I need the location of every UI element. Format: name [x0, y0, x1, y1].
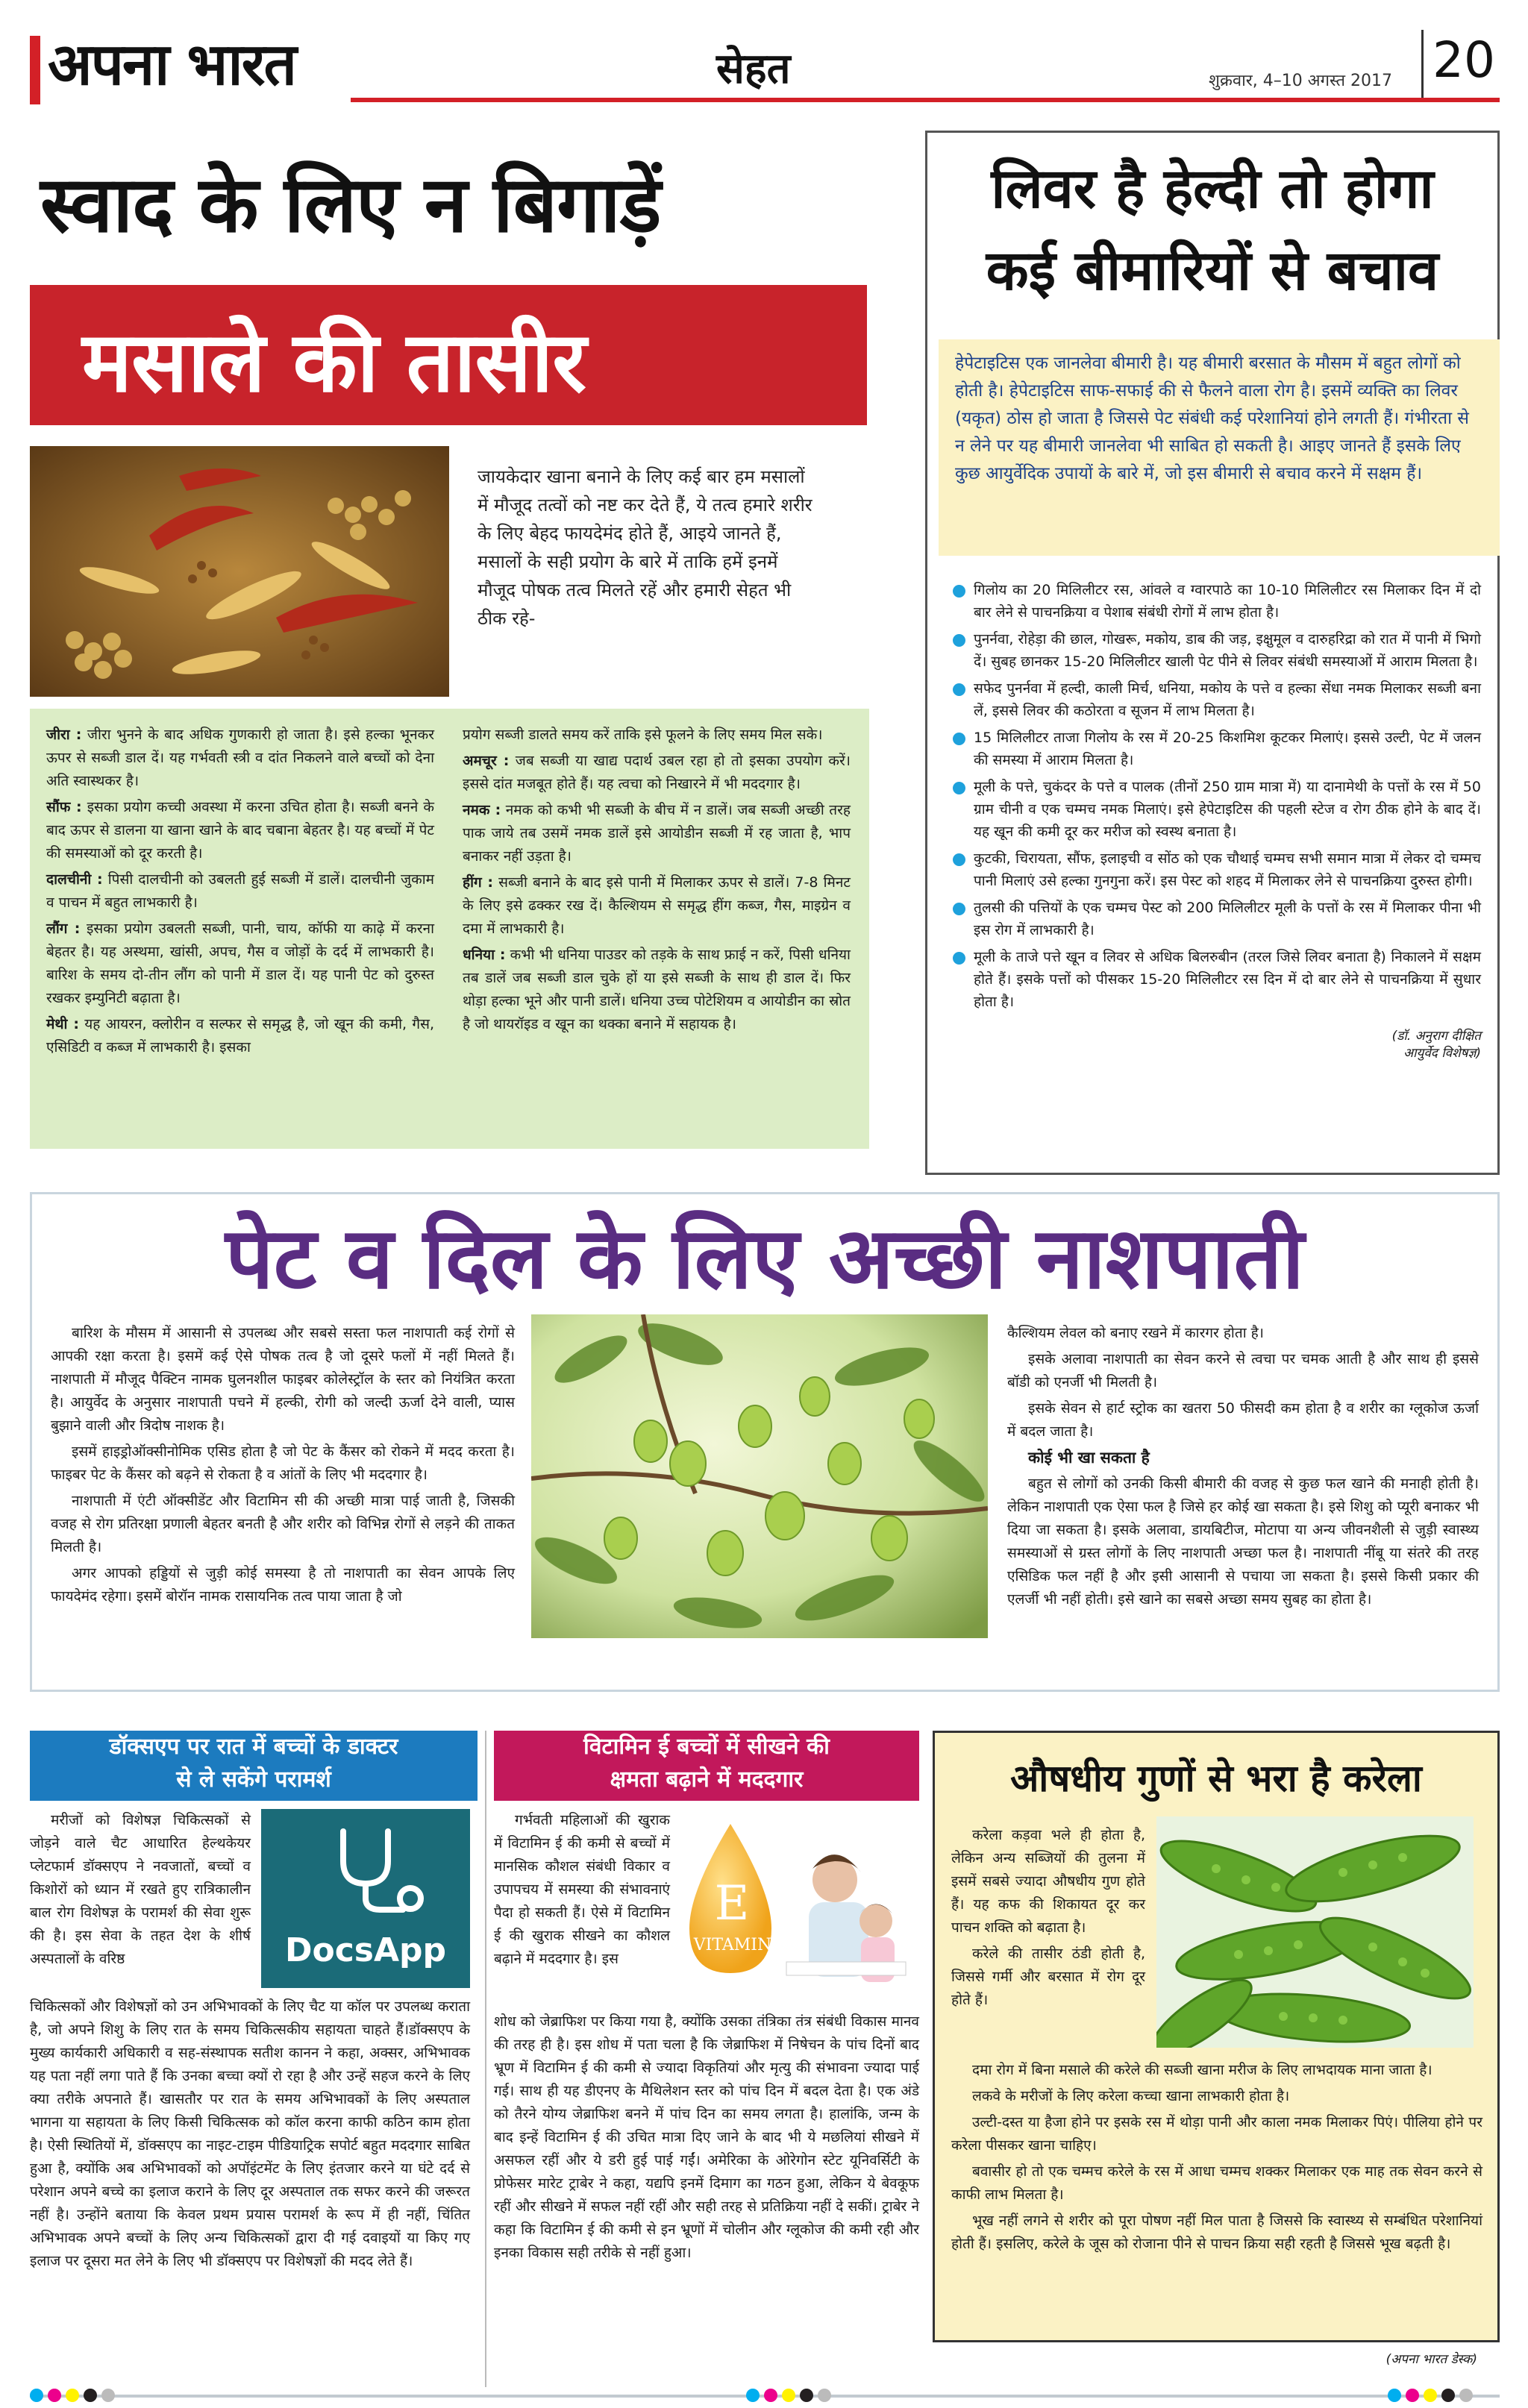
bullet-icon — [953, 634, 965, 647]
liver-credit-title: आयुर्वेद विशेषज्ञ) — [1403, 1046, 1481, 1061]
karela-paragraph: करेले की तासीर ठंडी होती है, जिससे गर्मी और बरसात में रोग दूर होते हैं। — [951, 1945, 1145, 2008]
spice-item: हींग : सब्जी बनाने के बाद इसे पानी में मिलाकर ऊपर से डालें। 7-8 मिनट के लिए इसे ढक्कर रख दें। कैल्शियम से समृद्ध हींग कब्ज, गैस, माइग्रेन व दमा में लाभकारी है। — [463, 874, 851, 937]
pear-tree-image — [531, 1314, 988, 1638]
vitamin-e-letter: E — [714, 1876, 750, 1931]
spice-item: प्रयोग सब्जी डालते समय करें ताकि इसे फूलने के लिए समय मिल सके। — [463, 727, 823, 743]
column-divider — [485, 1731, 486, 2387]
pear-paragraph: कैल्शियम लेवल को बनाए रखने में कारगर होता है। — [1007, 1325, 1264, 1341]
bullet-icon — [953, 952, 965, 965]
liver-intro-box — [939, 339, 1500, 556]
karela-paragraph: लकवे के मरीजों के लिए करेला कच्चा खाना लाभकारी होता है। — [972, 2088, 1290, 2104]
issue-date: शुक्रवार, 4–10 अगस्त 2017 — [1209, 72, 1393, 90]
bullet-icon — [953, 585, 965, 598]
header-rule — [351, 98, 1500, 102]
spice-headline-box-text: मसाले की तासीर — [82, 314, 586, 411]
vitamin-headline-line-2: क्षमता बढ़ाने में मददगार — [610, 1766, 804, 1793]
pear-paragraph: अगर आपको हड्डियों से जुड़ी कोई समस्या है तो नाशपाती का सेवन आपके लिए फायदेमंद रहेगा। इसमें बोरॉन नामक रासायनिक तत्व पाया जाता है जो — [51, 1565, 515, 1605]
list-item: मूली के ताजे पत्ते खून व लिवर से अधिक बिलरुबीन (तरल जिसे लिवर बनाता है) निकालने में सक्षम होते हैं। इसके पत्तों को पीसकर 15-20 मिलिलीटर रस दिन में दो बार लेने से पाचनक्रिया में सुधार होता है। — [951, 946, 1481, 1013]
liver-intro: हेपेटाइटिस एक जानलेवा बीमारी है। यह बीमारी बरसात के मौसम में बहुत लोगों को होती है। हेपेटाइटिस साफ-सफाई की से फैलने वाला रोग है। इसमें व्यक्ति का लिवर (यकृत) ठोस हो जाता है जिससे पेट संबंधी कई परेशानियां होने लगती हैं। गंभीरता से न लेने पर यह बीमारी जानलेवा भी साबित हो सकती है। आइए जानते हैं इसके लिए कुछ आयुर्वेदिक उपायों के बारे में, जो इस बीमारी से बचाव करने में सक्षम हैं। — [955, 354, 1469, 483]
spice-item: लौंग : इसका प्रयोग उबलती सब्जी, पानी, चाय, कॉफी या काढ़े में करना बेहतर है। यह अस्थमा, खांसी, अपच, गैस व जोड़ों के दर्द में लाभकारी है। बारिश के समय दो-तीन लौंग को पानी में डाल दें। यह पानी पेट को दुरुस्त रखकर इम्युनिटी बढ़ाता है। — [46, 921, 434, 1006]
liver-credit-name: (डॉ. अनुराग दीक्षित — [1391, 1029, 1481, 1044]
pear-paragraph: नाशपाती में एंटी ऑक्सीडेंट और विटामिन सी की अच्छी मात्रा पाई जाती है, जिसकी वजह से रोग प्रतिरक्षा प्रणाली बेहतर बनती है और शरीर को विभिन्न रोगों से लड़ने की ताकत मिलती है। — [51, 1493, 515, 1555]
spices-image — [30, 446, 449, 697]
spice-intro: जायकेदार खाना बनाने के लिए कई बार हम मसालों में मौजूद तत्वों को नष्ट कर देते हैं, ये तत्व हमारे शरीर के लिए बेहद फायदेमंद होते हैं, आइये जानते हैं, मसालों के सही प्रयोग के बारे में ताकि हमें इनमें मौजूद पोषक तत्व मिलते रहें और हमारी सेहत भी ठीक रहे- — [478, 466, 812, 629]
karela-body — [951, 2059, 1482, 2259]
header-divider — [1421, 30, 1424, 100]
list-item: 15 मिलिलीटर ताजा गिलोय के रस में 20-25 किशमिश कूटकर मिलाएं। इससे उल्टी, पेट में जलन की समस्या में आराम मिलता है। — [951, 727, 1481, 771]
spice-column-1 — [46, 724, 434, 1062]
bullet-icon — [953, 683, 965, 696]
karela-credit: (अपना भारत डेस्क) — [1385, 2352, 1477, 2367]
karela-lead — [951, 1824, 1145, 2015]
bitter-gourd-image — [1156, 1816, 1474, 2048]
bullet-icon — [953, 782, 965, 794]
spice-item: मेथी : यह आयरन, क्लोरीन व सल्फर से समृद्ध है, जो खून की कमी, गैस, एसिडिटी व कब्ज में लाभकारी है। इसका — [46, 1016, 435, 1056]
spice-headline: स्वाद के लिए न बिगाड़ें — [40, 159, 661, 250]
spice-headline-box — [30, 285, 867, 425]
spice-item: जीरा : जीरा भुनने के बाद अधिक गुणकारी हो जाता है। इसे हल्का भूनकर ऊपर से सब्जी डाल दें। यह गर्भवती स्त्री व दांत निकलने वाले बच्चों को देना अति स्वास्थकर है। — [46, 727, 434, 789]
spice-item: सौंफ : इसका प्रयोग कच्ची अवस्था में करना उचित होता है। सब्जी बनने के बाद ऊपर से डालना या खाना खाने के बाद चबाना बेहतर है। यह बच्चों में पेट की समस्याओं को दूर करती है। — [46, 799, 434, 862]
pear-paragraph: इसके अलावा नाशपाती का सेवन करने से त्वचा पर चमक आती है और साथ ही इससे बॉडी को एनर्जी भी मिलती है। — [1007, 1351, 1479, 1390]
liver-headline-line-2: कई बीमारियों से बचाव — [986, 239, 1439, 303]
list-item: गिलोय का 20 मिलिलीटर रस, आंवले व ग्वारपाठे का 10-10 मिलिलीटर रस मिलाकर दिन में दो बार लेने से पाचनक्रिया व पेशाब संबंधी रोगों में लाभ होता है। — [951, 579, 1481, 624]
list-item: कुटकी, चिरायता, सौंफ, इलाइची व सोंठ को एक चौथाई चम्मच सभी समान मात्रा में लेकर दो चम्मच पानी मिलाएं उसे हल्का गुनगुना करें। इस पेस्ट को शहद में मिलाकर लेने से पाचनक्रिया दुरुस्त होगी। — [951, 847, 1481, 892]
pear-column-right — [1007, 1322, 1479, 1614]
pear-paragraph: इसके सेवन से हार्ट स्ट्रोक का खतरा 50 फीसदी कम होता है व शरीर का ग्लूकोज ऊर्जा में बदल जाता है। — [1007, 1400, 1479, 1440]
pear-subhead: कोई भी खा सकता है — [1028, 1449, 1150, 1467]
spice-item: दालचीनी : पिसी दालचीनी को उबलती हुई सब्जी में डालें। दालचीनी जुकाम व पाचन में बहुत लाभकारी है। — [46, 871, 434, 911]
bullet-icon — [953, 733, 965, 745]
vitamin-headline-bar — [494, 1731, 919, 1801]
karela-paragraph: उल्टी-दस्त या हैजा होने पर इसके रस में थोड़ा पानी और काला नमक मिलाकर पिएं। पीलिया होने पर करेला पीसकर खाना चाहिए। — [951, 2114, 1482, 2154]
spice-item: धनिया : कभी भी धनिया पाउडर को तड़के के साथ फ्राई न करें, पिसी धनिया तब डालें जब सब्जी डाल चुके हों या इसे सब्जी के साथ ही डाल दें। फिर थोड़ा हल्का भूने और पानी डालें। धनिया उच्च पोटेशियम व आयोडीन का स्रोत है जो थायरॉइड व खून का थक्का बनाने में सहायक है। — [463, 947, 851, 1032]
pear-paragraph: बारिश के मौसम में आसानी से उपलब्ध और सबसे सस्ता फल नाशपाती कई रोगों से आपकी रक्षा करता है। इसमें कई ऐसे पोषक तत्व है जो दूसरे फलों में नहीं मिलते हैं। नाशपाती में मौजूद पैक्टिन नामक घुलनशील फाइबर कोलेस्ट्रॉल के स्तर को नियंत्रित करता है। आयुर्वेद के अनुसार नाशपाती पचने में हल्की, रोगी को जल्दी ऊर्जा देने वाली, प्यास बुझाने वाली और त्रिदोष नाशक है। — [51, 1325, 515, 1434]
spice-item: अमचूर : जब सब्जी या खाद्य पदार्थ उबल रहा हो तो इसका उपयोग करें। इससे दांत मजबूत होते हैं। यह त्वचा को निखारने में भी मददगार है। — [463, 753, 851, 792]
pear-paragraph: इसमें हाइड्रोऑक्सीनोमिक एसिड होता है जो पेट के कैंसर को रोकने में मदद करता है। फाइबर पेट के कैंसर को बढ़ने से रोकता है व आंतों के लिए भी मददगार है। — [51, 1443, 515, 1483]
karela-paragraph: करेला कड़वा भले ही होता है, लेकिन अन्य सब्जियों की तुलना में इसमें सबसे ज्यादा औषधीय गुण होते हैं। यह कफ की शिकायत दूर कर पाचन शक्ति को बढ़ाता है। — [951, 1827, 1145, 1936]
vitamin-e-image — [674, 1809, 919, 2003]
color-registration-marks-center — [746, 2378, 895, 2408]
docsapp-lead: मरीजों को विशेषज्ञ चिकित्सकों से जोड़ने वाले चैट आधारित हेल्थकेयर प्लेटफार्म डॉक्सएप ने नवजातों, बच्चों व किशोरों को ध्यान में रखते हुए रात्रिकालीन बाल रोग विशेषज्ञ के परामर्श की सेवा शुरू की है। इस सेवा के तहत देश के शीर्ष अस्पतालों के वरिष्ठ — [30, 1812, 251, 1967]
section-title: सेहत — [716, 45, 791, 93]
docsapp-logo — [261, 1809, 470, 1988]
karela-paragraph: दमा रोग में बिना मसाले की करेले की सब्जी खाना मरीज के लिए लाभदायक माना जाता है। — [972, 2062, 1432, 2078]
pear-paragraph: बहुत से लोगों को उनकी किसी बीमारी की वजह से कुछ फल खाने की मनाही होती है। लेकिन नाशपाती एक ऐसा फल है जिसे हर कोई खा सकता है। इसे शिशु को प्यूरी बनाकर भी दिया जा सकता है। इसके अलावा, डायबिटीज, मोटापा या अन्य जीवनशैली से जुड़ी स्वास्थ्य समस्याओं से ग्रस्त लोगों के लिए नाशपाती अच्छा फल है। नाशपाती नींबू या संतरे की तरह एसिडिक फल नहीं है और इसी आसानी से पचाया जा सकता है। इससे किसी प्रकार की एलर्जी भी नहीं होती। इसे खाने का सबसे अच्छा समय सुबह का होता है। — [1007, 1476, 1479, 1608]
spice-item: नमक : नमक को कभी भी सब्जी के बीच में न डालें। जब सब्जी अच्छी तरह पाक जाये तब उसमें नमक डालें इसे आयोडीन सब्जी में रह जाता है, भाप बनाकर नहीं उड़ता है। — [463, 802, 851, 865]
color-registration-marks-right — [1388, 2378, 1500, 2408]
docsapp-headline-line-1: डॉक्सएप पर रात में बच्चों के डाक्टर — [109, 1734, 398, 1760]
karela-paragraph: भूख नहीं लगने से शरीर को पूरा पोषण नहीं मिल पाता है जिससे कि स्वास्थ्य से सम्बंधित परेशानियां होती हैं। इसलिए, करेले के जूस को रोजाना पीने से पाचन क्रिया सही रहती है जिससे भूख बढ़ती है। — [951, 2213, 1482, 2252]
vitamin-lead: गर्भवती महिलाओं की खुराक में विटामिन ई की कमी से बच्चों में मानसिक कौशल संबंधी विकार व उपापचय में समस्या की संभावनाएं पैदा हो सकती हैं। ऐसे में विटामिन ई की खुराक सीखने का कौशल बढ़ाने में मददगार है। इस — [494, 1812, 670, 1967]
page-number: 20 — [1432, 31, 1495, 89]
vitamin-e-word: VITAMIN — [693, 1936, 772, 1954]
color-registration-marks-left — [30, 2378, 224, 2408]
docsapp-headline-line-2: से ले सकेंगे परामर्श — [176, 1766, 331, 1793]
pear-column-left — [51, 1322, 515, 1611]
list-item: सफेद पुनर्नवा में हल्दी, काली मिर्च, धनिया, मकोय के पत्ते व हल्का सेंधा नमक मिलाकर सब्जी बना लें, इससे लिवर की कठोरता व सूजन में लाभ मिलता है। — [951, 677, 1481, 722]
liver-headline-line-1: लिवर है हेल्दी तो होगा — [991, 157, 1434, 221]
list-item: पुनर्नवा, रोहेड़ा की छाल, गोखरू, मकोय, डाब की जड़, इक्षुमूल व दारुहरिद्रा को रात में पानी में भिगो दें। सुबह छानकर 15-20 मिलिलीटर खाली पेट पीने से लिवर संबंधी समस्याओं में आराम मिलता है। — [951, 628, 1481, 673]
masthead: अपना भारत — [30, 22, 295, 101]
bullet-icon — [953, 903, 965, 915]
bullet-icon — [953, 853, 965, 866]
karela-paragraph: बवासीर हो तो एक चम्मच करेले के रस में आधा चम्मच शक्कर मिलाकर एक माह तक सेवन करने से काफी लाभ मिलता है। — [951, 2163, 1482, 2203]
docsapp-logo-text: DocsApp — [284, 1931, 447, 1969]
vitamin-headline-line-1: विटामिन ई बच्चों में सीखने की — [583, 1734, 830, 1760]
list-item: मूली के पत्ते, चुकंदर के पत्ते व पालक (तीनों 250 ग्राम मात्रा में) या दानामेथी के पत्तों के रस में 50 ग्राम चीनी व एक चम्मच नमक मिलाएं। इसे हेपेटाइटिस की पहली स्टेज व रोग ठीक होने के बाद दें। यह खून की कमी दूर कर मरीज को स्वस्थ बनाता है। — [951, 776, 1481, 843]
spice-column-2 — [463, 724, 851, 1039]
list-item: तुलसी की पत्तियों के एक चम्मच पेस्ट को 200 मिलिलीटर मूली के पत्तों के रस में मिलाकर पीना भी इस रोग में लाभकारी है। — [951, 897, 1481, 941]
liver-remedy-list — [951, 579, 1481, 1061]
karela-headline: औषधीय गुणों से भरा है करेला — [1010, 1757, 1422, 1800]
docsapp-headline-bar — [30, 1731, 478, 1801]
vitamin-body: शोध को जेब्राफिश पर किया गया है, क्योंकि उसका तंत्रिका तंत्र संबंधी विकास मानव की तरह ही है। इस शोध में पता चला है कि जेब्राफिश में निषेचन के पांच दिनों बाद भ्रूण में विटामिन ई की कमी से ज्यादा विकृतियां और मृत्यु की संभावना ज्यादा पाई गई। साथ ही यह डीएनए के मैथिलेशन स्तर को पांच दिन में बदल देता है। एक अंडे को तैरने योग्य जेब्राफिश बनने में पांच दिन का समय लगता है। हालांकि, जन्म के बाद इन्हें विटामिन ई की उचित मात्रा दिए जाने के बाद भी ये मछलियां सीखने में असफल रहीं और ये डरी हुई पाई गईं। अमेरिका के ओरेगोन स्टेट यूनिवर्सिटी के प्रोफेसर मारेट ट्राबेर ने कहा, यद्यपि इनमें दिमाग का गठन हुआ, लेकिन ये बेवकूफ रहीं और सीखने में सफल नहीं रहीं और सही तरह से प्रतिक्रिया नहीं दे सकीं। ट्राबेर ने कहा कि विटामिन ई की कमी से इन भ्रूणों में चोलीन और ग्लूकोज की कमी रही और इनका विकास सही तरीके से नहीं हुआ। — [494, 2013, 919, 2261]
stethoscope-icon — [261, 1809, 470, 1921]
docsapp-body: चिकित्सकों और विशेषज्ञों को उन अभिभावकों के लिए चैट या कॉल पर उपलब्ध कराता है, जो अपने शिशु के लिए रात के समय चिकित्सकीय सहायता चाहते हैं।डॉक्सएप के मुख्य कार्यकारी अधिकारी व सह-संस्थापक सतीश कानन ने कहा, अक्सर, अभिभावक यह पता नहीं लगा पाते हैं कि उनका बच्चा क्यों रो रहा है और उन्हें सहज करने के लिए क्‍या तरीके अपनाते हैं। खासतौर पर रात के समय अभिभावकों के लिए अस्पताल भागना या सहायता के लिए किसी चिकित्सक को कॉल करना काफी कठिन काम होता है। ऐसी स्थितियों में, डॉक्सएप का नाइट-टाइम पीडियाट्रिक सपोर्ट बहुत मददगार साबित हुआ है, क्योंकि अब अभिभावकों को अपॉइंटमेंट के लिए इंतजार करने या घंटे दर्द से परेशान अपने बच्चे का इलाज कराने के लिए दूर अस्पताल तक सफर करने की जरूरत नहीं है। उन्होंने बताया कि केवल प्रथम प्रयास परामर्श के रूप में ही नहीं, चिंतित अभिभावक अपने बच्चों के लिए अन्य चिकित्सकों द्वारा दी गई दवाइयों या किए गए इलाज पर दूसरा मत लेने के लिए भी डॉक्सएप पर विशेषज्ञों की मदद लेते हैं। — [30, 1998, 470, 2269]
pear-headline: पेट व दिल के लिए अच्छी नाशपाती — [225, 1208, 1305, 1308]
